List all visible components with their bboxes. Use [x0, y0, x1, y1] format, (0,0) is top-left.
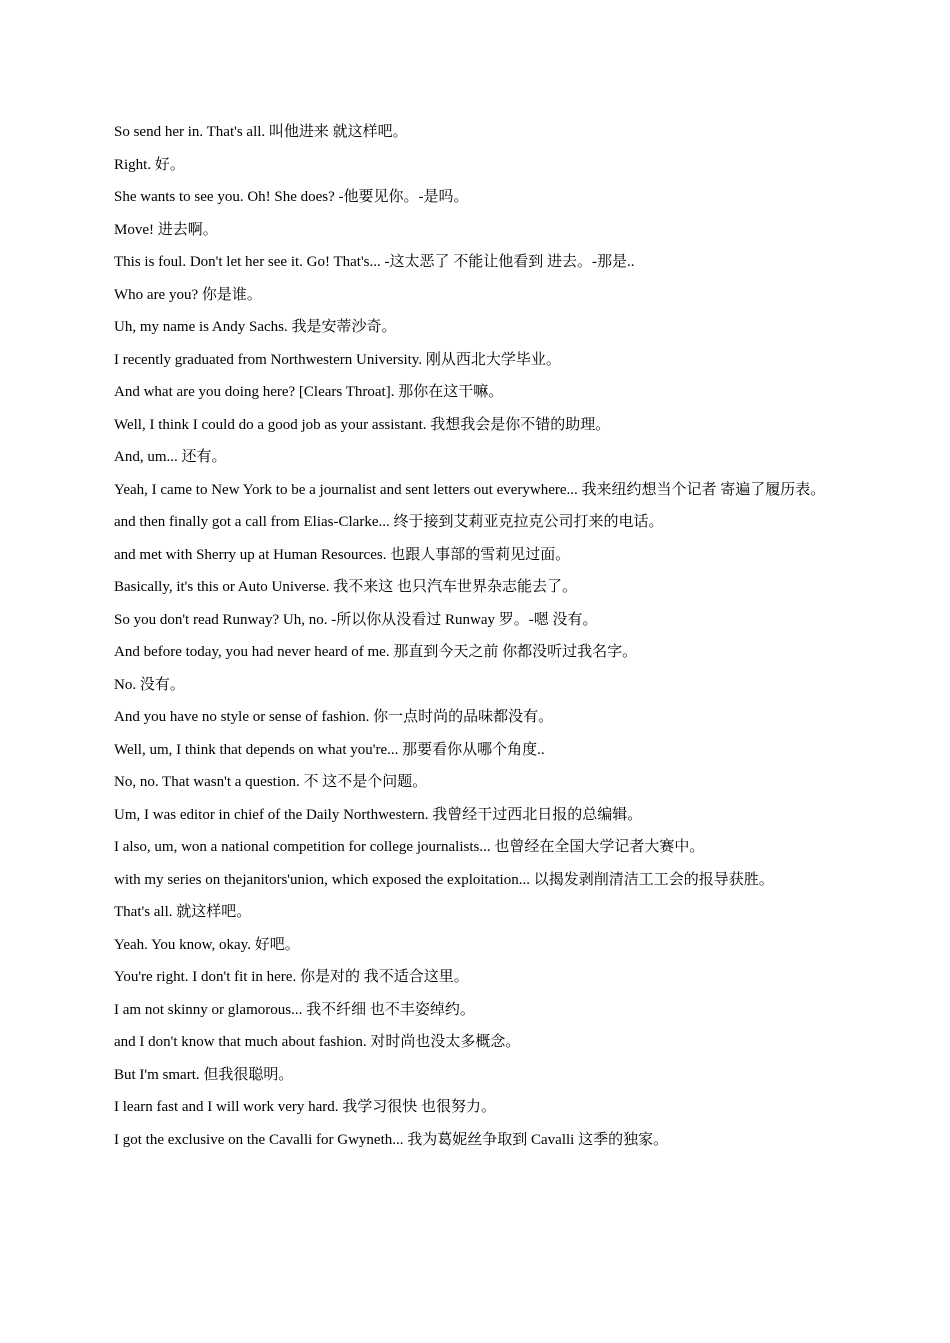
transcript-line: And what are you doing here? [Clears Throat]. 那你在这干嘛。	[114, 384, 504, 400]
transcript-line: I recently graduated from Northwestern University. 刚从西北大学毕业。	[114, 351, 561, 368]
transcript-line: But I'm smart. 但我很聪明。	[114, 1066, 294, 1083]
transcript-line: So send her in. That's all. 叫他进来 就这样吧。	[114, 124, 408, 140]
transcript-line: Um, I was editor in chief of the Daily Northwestern. 我曾经干过西北日报的总编辑。	[114, 806, 643, 823]
transcript-line: and I don't know that much about fashion. 对时尚也没太多概念。	[114, 1034, 521, 1050]
transcript-line: And before today, you had never heard of me. 那直到今天之前 你都没听过我名字。	[114, 644, 638, 660]
transcript-line: And, um... 还有。	[114, 449, 227, 465]
transcript-line: I am not skinny or glamorous... 我不纤细 也不丰姿绰约。	[114, 1001, 475, 1018]
transcript-line: Right. 好。	[114, 156, 185, 173]
transcript-line: I learn fast and I will work very hard. 我学习很快 也很努力。	[114, 1099, 497, 1115]
transcript-line: No, no. That wasn't a question. 不 这不是个问题。	[114, 774, 428, 790]
transcript-line: No. 没有。	[114, 676, 185, 693]
transcript-line: She wants to see you. Oh! She does? -他要见你。-是吗。	[114, 189, 469, 205]
transcript-line: And you have no style or sense of fashion. 你一点时尚的品味都没有。	[114, 709, 554, 725]
transcript-line: and then finally got a call from Elias-Clarke... 终于接到艾莉亚克拉克公司打来的电话。	[114, 514, 664, 530]
transcript-line: That's all. 就这样吧。	[114, 904, 252, 920]
transcript-line: Well, I think I could do a good job as your assistant. 我想我会是你不错的助理。	[114, 416, 611, 433]
transcript-line: Move! 进去啊。	[114, 221, 218, 238]
transcript-line: So you don't read Runway? Uh, no. -所以你从没看过 Runway 罗。-嗯 没有。	[114, 611, 598, 628]
transcript-line: Yeah, I came to New York to be a journalist and sent letters out everywhere... 我来纽约想当个记者 寄遍了履历表。	[114, 481, 826, 498]
subtitle-transcript	[114, 116, 839, 1156]
transcript-line: Who are you? 你是谁。	[114, 286, 262, 303]
transcript-line: I also, um, won a national competition for college journalists... 也曾经在全国大学记者大赛中。	[114, 839, 705, 855]
transcript-line: This is foul. Don't let her see it. Go! That's... -这太恶了 不能让他看到 进去。-那是..	[114, 254, 635, 270]
transcript-line: Uh, my name is Andy Sachs. 我是安蒂沙奇。	[114, 319, 397, 335]
transcript-line: I got the exclusive on the Cavalli for Gwyneth... 我为葛妮丝争取到 Cavalli 这季的独家。	[114, 1131, 669, 1148]
transcript-line: You're right. I don't fit in here. 你是对的 我不适合这里。	[114, 969, 469, 985]
transcript-line: Yeah. You know, okay. 好吧。	[114, 936, 300, 953]
transcript-line: with my series on thejanitors'union, which exposed the exploitation... 以揭发剥削清洁工工会的报导获胜。	[114, 871, 774, 888]
transcript-line: and met with Sherry up at Human Resources. 也跟人事部的雪莉见过面。	[114, 546, 571, 563]
transcript-line: Basically, it's this or Auto Universe. 我不来这 也只汽车世界杂志能去了。	[114, 579, 577, 595]
transcript-line: Well, um, I think that depends on what you're... 那要看你从哪个角度..	[114, 741, 545, 758]
